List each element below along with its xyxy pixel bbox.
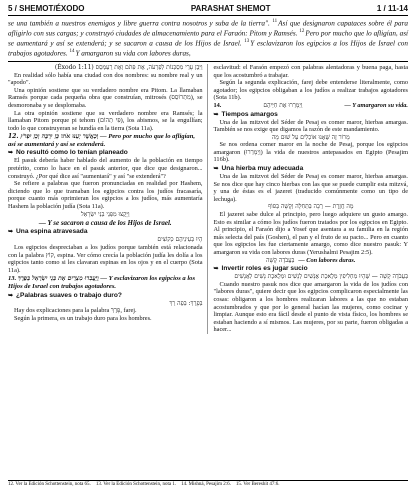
footnote: 14. Mishná, Pesajim 2:6.	[181, 482, 231, 487]
commentary-paragraph: El jazeret sabe dulce al principio, pero luego adquiere un gusto amargo. Esto es similar a cómo los judíos fueron tratados por los egipcios en Egipto. Al principio, el Faraón dijo a Yosef que asentara a su familia en la región más selecta del país (Goshen), el pan y el fruto de su pacto... Pero en cuanto que los egipcios les fue ciertamente amargo, como dice nuestro pasuk: Y amargaron su vida con labores duras (Yerushalmi Pesajim 2:5).	[213, 211, 408, 256]
section-heading: ➥ No resultó como lo tenían planeado	[8, 149, 128, 157]
verse-number: 14	[69, 48, 75, 54]
verse-spanish: — Y esclavizaron los egipcios a los Hijos de Israel con trabajos agotadores.	[8, 275, 196, 290]
verse-number: 11	[272, 19, 278, 24]
verse-text: Y esclavizaron los egipcios a los Hijos de Israel con trabajos agotadores.	[8, 39, 408, 58]
verse-caption	[214, 257, 409, 265]
verse-hebrew: וַיְמָרְרוּ אֶת חַיֵּיהֶם	[263, 101, 303, 109]
footnotes	[8, 480, 408, 488]
left-column	[8, 64, 208, 334]
section-heading: ➥ Una hierba muy adecuada	[213, 165, 304, 173]
verse-spanish: — Y amargaron su vida.	[344, 101, 408, 109]
verse-text: Y amargaron su vida con labores duras,	[75, 49, 191, 58]
section-heading: ➥ Una espina atravesada	[8, 228, 88, 236]
commentary-paragraph: Se refiere a palabras que fueron pronunciadas en realidad por Hashem, diciendo que lo que tramaban los egipcios contra los judíos fracasaría, porque cuanto más oprimieran los egipcios a los judíos, más aumentaría Hashem la población judía (Sota 11a).	[8, 180, 203, 211]
verse-text: Así que designaron capataces sobre él para afligirlo con sus cargas; y construyó ciudades de almacenamiento para el Faraón: Pitom y Ramsés.	[8, 19, 408, 38]
commentary-paragraph: Una de las mitzvot del Séder de Pesaj es comer maror, hierbas amargas. Se nos dice que hay cinco hierbas con las que se puede cumplir esta mitzvá, y una de éstas es el jazeret (traducido comúnmente como un tipo de lechuga).	[213, 173, 408, 203]
section-heading: ➥ Tiempos amargos	[213, 110, 278, 118]
hebrew-quote: וַיִּבֶן עָרֵי מִסְכְּנוֹת לְפַרְעֹה, אֶת פִּתֹם וְאֶת רַעַמְסֵס (Éxodo 1:11)	[54, 63, 203, 71]
hebrew-quote: מָה חֲזֶרֶת — רַכָּה בַּתְּחִלָּה וְקָשָׁה בַּסּוֹף	[268, 203, 354, 211]
hebrew-quote: וַיָּקֻצוּ מִפְּנֵי בְּנֵי יִשְׂרָאֵל	[80, 210, 130, 218]
header-verses: 1 / 11-14	[376, 4, 408, 13]
verse-translation	[8, 16, 408, 62]
commentary-paragraph: Los egipcios despreciaban a los judíos porque también está relacionada con la palabra קוֹץ, espina. Ver cómo crecía la población judía les dolía a los egipcios tanto como si les clavaran espinas en los ojos y en el cuerpo (Sota 11a).	[8, 244, 203, 274]
citation: (Éxodo 1:11)	[54, 63, 94, 71]
hebrew-quote: בְּפָרֶךְ: בְּפֶה רַךְ	[169, 299, 203, 307]
commentary-columns	[8, 64, 408, 334]
arrow-icon: ➥	[213, 166, 219, 173]
arrow-icon: ➥	[8, 229, 14, 236]
commentary-paragraph: Cuando nuestro pasuk nos dice que amargaron la vida de los judíos con "labores duras", quiere decir que los egipcios complicaron especialmente las cosas: obligaron a los hombres realizaran labores a las que no estaban acostumbrados y que por lo general hacían las mujeres, como cocinar y limpiar. Aunque esto era fácil desde el punto de vista físico, los hombres se estaban haciendo a sí mismos. Las mujeres, por su parte, fueron obligadas a hacer...	[213, 280, 408, 334]
verse-hebrew: וַיַּעֲבִדוּ מִצְרַיִם אֶת בְּנֵי יִשְׂרָאֵל בְּפָרֶךְ	[17, 275, 99, 283]
hebrew-quote: הָיוּ בְּעֵינֵיהֶם כְּקוֹצִים	[157, 236, 203, 244]
right-column	[214, 64, 409, 334]
verse-number: 12	[299, 28, 305, 34]
verse-caption: 13. וַיַּעֲבִדוּ מִצְרַיִם אֶת בְּנֵי יִשְׂרָאֵל בְּפָרֶךְ — Y esclavizaron los egipcios a los Hijos de Israel con trabajos agotadores.	[8, 275, 196, 290]
verse-caption	[8, 133, 203, 148]
verse-text: Pero por mucho que lo afligían, así se aumentará y así se extenderá; y se sacaron a causa de los Hijos de Israel.	[8, 29, 409, 48]
arrow-icon: ➥	[8, 150, 14, 157]
commentary-paragraph: Una opinión sostiene que su verdadero nombre era Pitom. La llamaban Ramsés porque cada pequeña obra que construían, mitrosés (מִתְרוֹסֵס), se desmoronaba y se desplomaba.	[8, 86, 203, 109]
verse-spanish: — Con labores duras.	[298, 256, 356, 264]
header-book: 5 / SHEMOT/ÉXODO	[8, 4, 85, 13]
verse-hebrew: בַּעֲבֹדָה קָשָׁה	[266, 256, 295, 264]
commentary-paragraph: En realidad sólo había una ciudad con dos nombres: su nombre real y un "apodo".	[8, 71, 203, 87]
section-heading: ➥ Invertir roles es jugar sucio	[213, 265, 308, 273]
header-parasha: PARASHAT SHEMOT	[190, 4, 271, 13]
commentary-paragraph: El pasuk debería haber hablado del aumento de la población en tiempo pretérito, como lo hace en el pasuk anterior, que dice que designaron... construyó. ¿Por qué dice así "aumentará" y así "se extenderá"?	[8, 157, 203, 180]
verse-number: 13	[244, 38, 250, 44]
commentary-paragraph: Según la primera, es un trabajo duro para los hombres.	[14, 314, 152, 322]
verse-caption: 14. וַיְמָרְרוּ אֶת חַיֵּיהֶם — Y amargaron su vida.	[213, 101, 408, 109]
verse-spanish: — Pero por mucho que lo afligían, así se aumentará y así se extenderá.	[8, 133, 196, 148]
running-header	[8, 4, 408, 16]
arrow-icon: ➥	[8, 292, 14, 299]
commentary-paragraph: Hay dos explicaciones para la palabra פָּרֶךְ, farej.	[14, 307, 137, 315]
section-heading: ➥ ¿Palabras suaves o trabajo duro?	[8, 291, 122, 299]
verse-text: se una también a nuestros enemigos y libre guerra contra nosotros y suba de la tierra".	[8, 19, 270, 28]
footnote: 12. Ver la Edición Schottenstein, nota 65.	[8, 482, 91, 487]
commentary-paragraph: Una de las mitzvot del Séder de Pesaj es comer maror, hierbas amargas. También se nos exige que digamos la razón de este mandamiento.	[213, 118, 408, 134]
commentary-paragraph: esclavitud: el Faraón empezó con palabras alentadoras y buena paga, hasta que los acostumbró a trabajar.	[213, 63, 408, 79]
commentary-paragraph: Según la segunda explicación, farej debe entenderse literalmente, como agotador; los egipcios obligaban a los judíos a realizar trabajos agotadores (Sota 11b).	[213, 79, 408, 102]
footnote: 13. Ver la Edición Schottenstein, nota 1.	[95, 482, 177, 487]
hebrew-quote: בְּעֲבֹדָה קָשָׁה — שֶׁהָיוּ מַחְלִיפִין מְלֶאכֶת אֲנָשִׁים לְנָשִׁים וּמְלֶאכֶת נָשִׁים לַאֲנָשִׁים	[234, 273, 408, 281]
commentary-paragraph: Se nos ordena comer maror en la noche de Pesaj, porque los egipcios amargaron (וַיְמָרְרוּ) la vida de nuestros antepasados en Egipto (Pesajim 116b).	[213, 141, 408, 164]
arrow-icon: ➥	[213, 266, 219, 273]
arrow-icon: ➥	[213, 111, 219, 118]
commentary-paragraph: La otra opinión sostiene que su verdadero nombre era Ramsés; la llamaban Pitom porque pi tehom (פִּי תְהוֹם), los abismos, se la engullían; todo lo que construyeran se hundía en la tierra (Sota 11a).	[8, 109, 203, 132]
verse-hebrew: 12. וְכַאֲשֶׁר יְעַנּוּ אֹתוֹ כֵּן יִרְבֶּה וְכֵן יִפְרֹץ	[8, 133, 99, 141]
verse-caption: — Y se sacaron a causa de los Hijos de Israel.	[38, 219, 172, 228]
hebrew-quote: מָרוֹר זֶה שֶׁאָנוּ אוֹכְלִים עַל שׁוּם מָה	[271, 133, 350, 141]
footnote: 15. Ver Bereshit 47:6.	[235, 482, 280, 487]
